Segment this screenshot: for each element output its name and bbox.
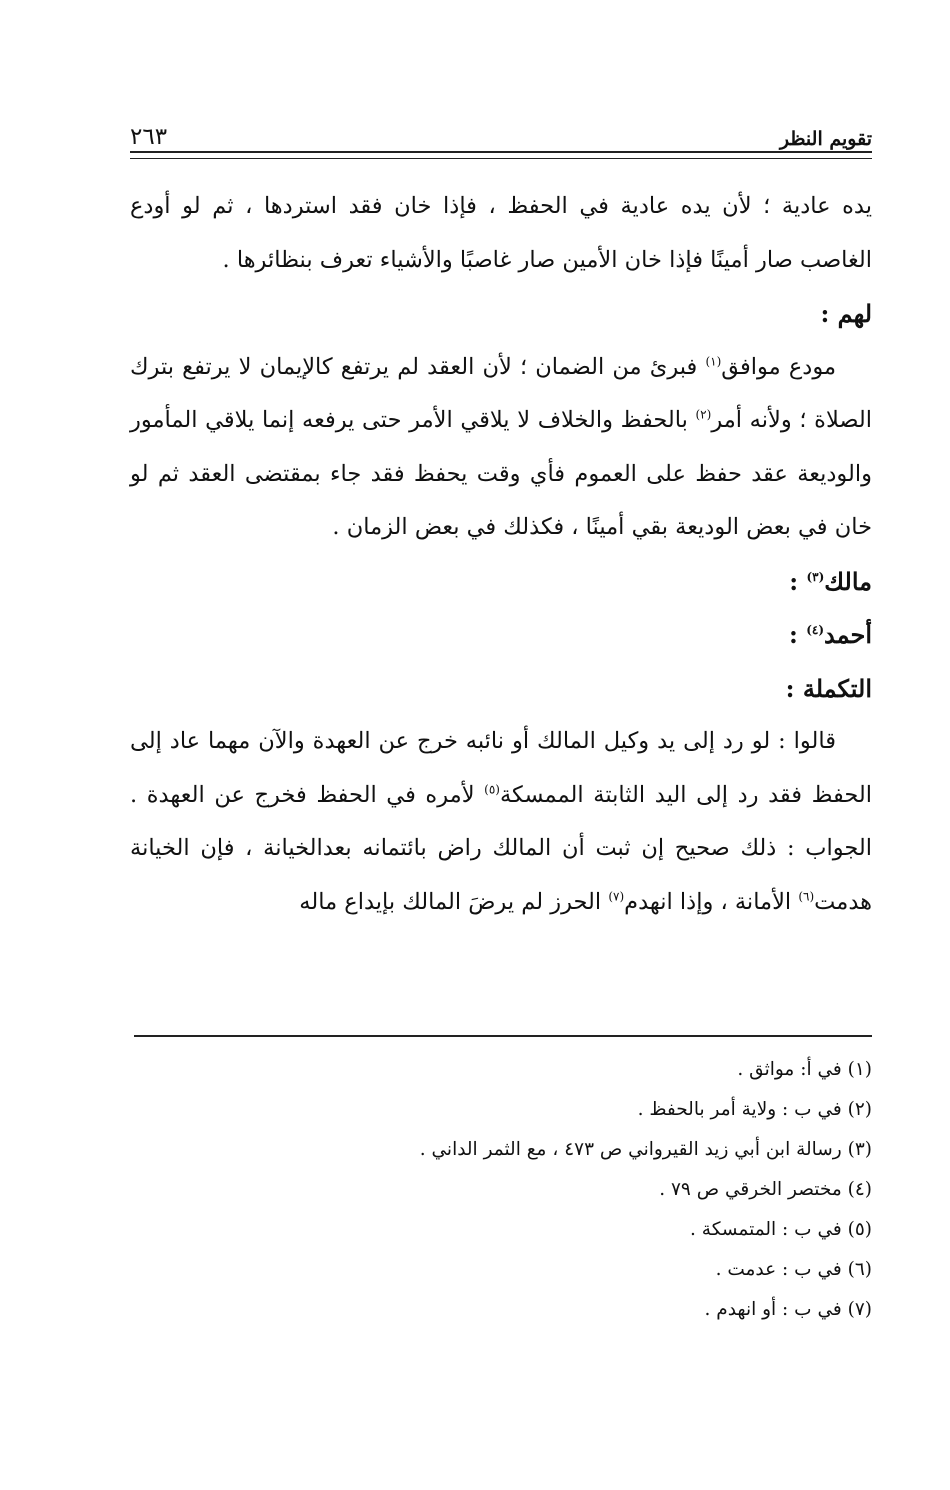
text-run: لأمره في الحفظ فخرج عن العهدة . الجواب : ذلك صحيح إن ثبت أن المالك راض بائتمانه بعدالخيانة ، فإن الخيانة هدمت — [130, 781, 872, 915]
running-title: تقويم النظر — [779, 128, 872, 150]
footnote-ref-6[interactable]: (٦) — [798, 889, 815, 903]
paragraph-1: يده عادية ؛ لأن يده عادية في الحفظ ، فإذا خان فقد استردها ، ثم لو أودع الغاصب صار أمينًا فإذا خان الأمين صار غاصبًا والأشياء تعرف بنظائرها . — [130, 193, 872, 273]
heading-ahmad — [130, 608, 872, 662]
footnote-ref-1[interactable]: (١) — [705, 354, 722, 368]
heading-label: مالك — [824, 566, 872, 596]
text-run: فبرئ من الضمان ؛ لأن العقد لم يرتفع كالإيمان لا يرتفع بترك الصلاة ؛ ولأنه أمر — [130, 353, 872, 433]
footnote-1: (١) في أ: مواثق . — [737, 1059, 872, 1080]
footnote-separator — [134, 1035, 872, 1037]
main-text — [130, 180, 872, 929]
footnote-3: (٣) رسالة ابن أبي زيد القيرواني ص ٤٧٣ ، مع الثمر الداني . — [419, 1139, 872, 1160]
text-run: بالحفظ والخلاف لا يلاقي الأمر حتى يرفعه إنما يلاقي المأمور والوديعة عقد حفظ على العموم فأي وقت يحفظ فقد جاء بمقتضى العقد ثم لو خان في بعض الوديعة بقي أمينًا ، فكذلك في بعض الزمان . — [130, 407, 872, 540]
footnote-5: (٥) في ب : المتمسكة . — [690, 1219, 872, 1240]
footnote-7: (٧) في ب : أو انهدم . — [704, 1299, 872, 1320]
footnote-ref-3[interactable]: (٣) — [806, 569, 825, 584]
footnote-ref-7[interactable]: (٧) — [608, 889, 625, 903]
heading-colon: : — [789, 566, 807, 596]
heading-label: أحمد — [824, 620, 872, 649]
heading-takmila: التكملة : — [785, 673, 872, 703]
footnote-6: (٦) في ب : عدمت . — [715, 1259, 872, 1280]
text-run: مودع موافق — [721, 353, 836, 380]
heading-malik — [130, 555, 872, 609]
heading-lahum: لهم : — [820, 299, 872, 328]
paragraph-3 — [130, 715, 872, 929]
text-run: قالوا : لو رد إلى يد وكيل المالك أو نائبه خرج عن العهدة والآن مهما عاد إلى الحفظ فقد رد إلى اليد الثابتة الممسكة — [130, 728, 873, 808]
paragraph-2 — [130, 341, 872, 555]
footnotes — [130, 1050, 872, 1330]
text-run: الحرز لم يرضَ المالك بإيداع ماله — [299, 888, 609, 915]
heading-colon: : — [788, 620, 807, 649]
header-rule — [130, 151, 872, 159]
footnote-2: (٢) في ب : ولاية أمر بالحفظ . — [637, 1099, 872, 1120]
footnote-4: (٤) مختصر الخرقي ص ٧٩ . — [659, 1179, 872, 1200]
footnote-ref-5[interactable]: (٥) — [484, 782, 500, 796]
text-run: الأمانة ، وإذا انهدم — [624, 888, 799, 915]
page-header — [130, 110, 872, 150]
page-number: ٢٦٣ — [130, 124, 168, 150]
footnote-ref-4[interactable]: (٤) — [806, 623, 825, 637]
footnote-ref-2[interactable]: (٢) — [695, 407, 712, 422]
